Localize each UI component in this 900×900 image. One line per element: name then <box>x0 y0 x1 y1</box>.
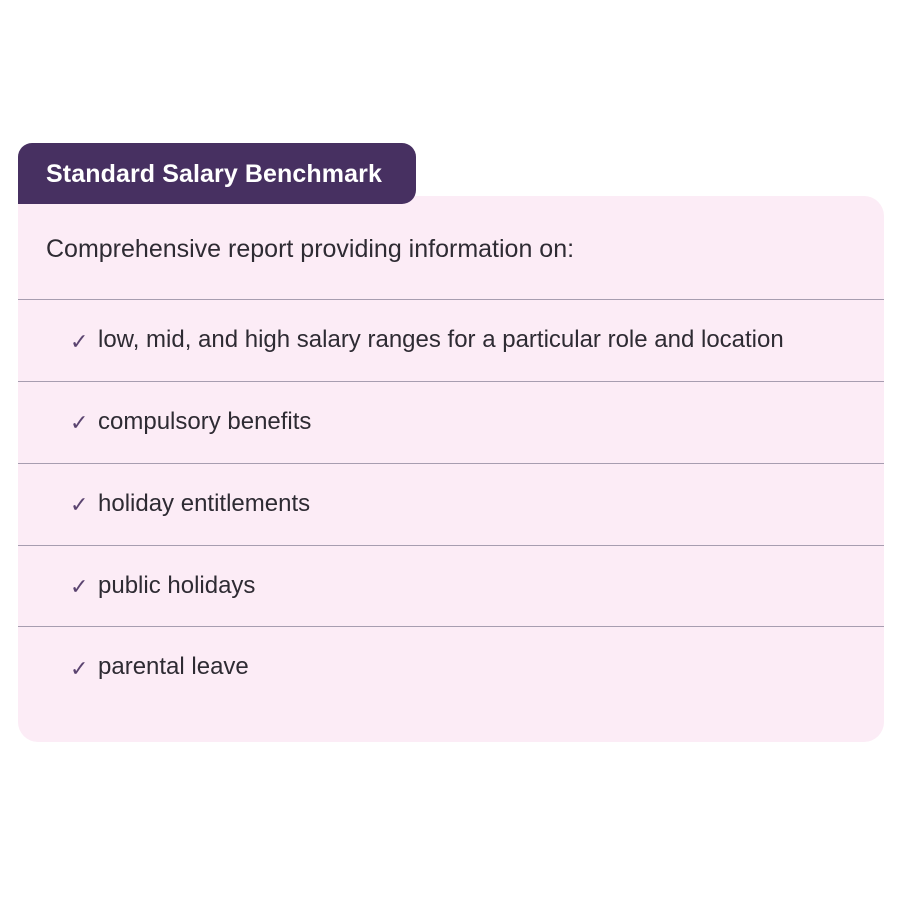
list-item-label: public holidays <box>98 571 256 599</box>
list-item-label: compulsory benefits <box>98 408 312 436</box>
list-item <box>18 464 884 545</box>
card-intro-text: Comprehensive report providing information on: <box>46 235 575 263</box>
check-icon: ✓ <box>70 492 89 518</box>
check-icon: ✓ <box>70 574 89 600</box>
list-item-label: low, mid, and high salary ranges for a particular role and location <box>98 326 784 354</box>
list-item <box>18 546 884 627</box>
card-title-tab: Standard Salary Benchmark <box>18 143 416 204</box>
list-item-label: parental leave <box>98 653 249 681</box>
check-icon: ✓ <box>70 328 89 354</box>
list-item <box>18 627 884 708</box>
card-body <box>18 196 884 742</box>
check-icon: ✓ <box>70 410 89 436</box>
check-icon: ✓ <box>70 655 89 681</box>
salary-benchmark-card <box>18 143 884 742</box>
list-item <box>18 300 884 381</box>
list-item <box>18 382 884 463</box>
list-item-label: holiday entitlements <box>98 489 311 517</box>
